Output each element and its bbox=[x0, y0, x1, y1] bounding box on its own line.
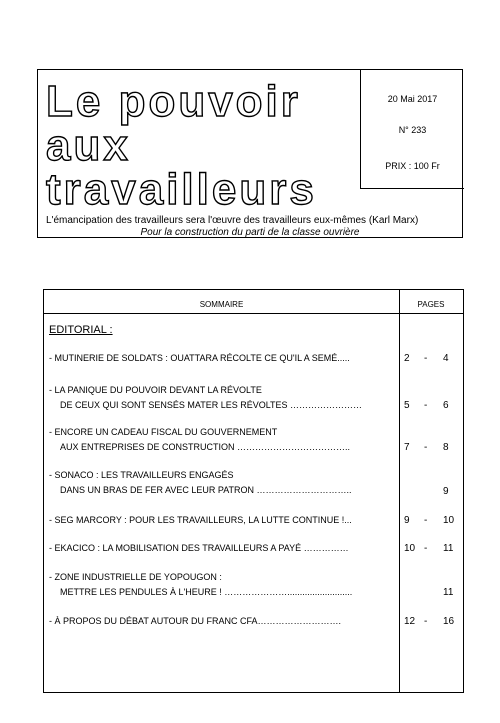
page-dash: - bbox=[424, 442, 428, 453]
title-line: aux bbox=[46, 121, 131, 170]
page-dash: - bbox=[424, 353, 428, 364]
page-start: 12 bbox=[404, 616, 416, 627]
entry-text: - LA PANIQUE DU POUVOIR DEVANT LA RÉVOLTE bbox=[49, 385, 262, 395]
issue-info-box bbox=[360, 69, 464, 189]
toc-entry bbox=[49, 513, 395, 528]
sommaire-table bbox=[43, 289, 464, 693]
page-start: 10 bbox=[404, 543, 416, 554]
entry-text: DANS UN BRAS DE FER AVEC LEUR PATRON ………………………….. bbox=[60, 485, 352, 495]
entry-text: AUX ENTREPRISES DE CONSTRUCTION ……………………………….. bbox=[60, 442, 351, 452]
entry-text: - ENCORE UN CADEAU FISCAL DU GOUVERNEMENT bbox=[49, 427, 278, 437]
newspaper-title bbox=[46, 77, 317, 214]
page-end: 16 bbox=[443, 616, 455, 627]
page-end: 9 bbox=[443, 486, 449, 497]
toc-entry bbox=[49, 383, 395, 413]
toc-entry bbox=[49, 351, 395, 366]
page-dash: - bbox=[424, 400, 428, 411]
column-divider bbox=[399, 290, 400, 692]
entry-text: - EKACICO : LA MOBILISATION DES TRAVAILLEURS A PAYÉ …………… bbox=[49, 543, 349, 553]
page-end: 10 bbox=[443, 515, 455, 526]
title-line: Le pouvoir bbox=[46, 77, 301, 126]
toc-entry bbox=[49, 425, 395, 455]
toc-entry bbox=[49, 541, 395, 556]
tagline: L'émancipation des travailleurs sera l'œuvre des travailleurs eux-mêmes (Karl Marx) bbox=[46, 215, 419, 226]
editorial-label: EDITORIAL : bbox=[49, 324, 113, 336]
entry-text: - À PROPOS DU DÉBAT AUTOUR DU FRANC CFA………………………. bbox=[49, 616, 342, 626]
page-dash: - bbox=[424, 543, 428, 554]
issue-number: N° 233 bbox=[398, 125, 427, 135]
page-start: 5 bbox=[404, 400, 410, 411]
toc-entry bbox=[49, 570, 395, 600]
sommaire-header: SOMMAIRE bbox=[199, 300, 244, 309]
page-end: 4 bbox=[443, 353, 449, 364]
page-start: 2 bbox=[404, 353, 410, 364]
entry-text: - SEG MARCORY : POUR LES TRAVAILLEURS, LA LUTTE CONTINUE !... bbox=[49, 515, 352, 525]
toc-entry bbox=[49, 614, 395, 629]
page-end: 11 bbox=[443, 587, 454, 598]
entry-text: - ZONE INDUSTRIELLE DE YOPOUGON : bbox=[49, 572, 222, 582]
page-start: 7 bbox=[404, 442, 410, 453]
entry-text: DE CEUX QUI SONT SENSÉS MATER LES RÉVOLTES …………………… bbox=[60, 400, 363, 410]
header-divider bbox=[44, 313, 463, 314]
issue-date: 20 Mai 2017 bbox=[387, 94, 438, 104]
page-end: 6 bbox=[443, 400, 449, 411]
issue-price: PRIX : 100 Fr bbox=[385, 161, 440, 171]
page-dash: - bbox=[424, 515, 428, 526]
subline: Pour la construction du parti de la classe ouvrière bbox=[140, 227, 360, 238]
page-end: 8 bbox=[443, 442, 449, 453]
page-dash: - bbox=[424, 616, 428, 627]
page-start: 9 bbox=[404, 515, 410, 526]
entry-text: METTRE LES PENDULES À L'HEURE ! ………………….......................... bbox=[60, 587, 353, 597]
pages-header: PAGES bbox=[417, 300, 445, 309]
entry-text: - SONACO : LES TRAVAILLEURS ENGAGÉS bbox=[49, 470, 234, 480]
masthead bbox=[37, 69, 463, 238]
page-end: 11 bbox=[443, 543, 454, 554]
toc-entry bbox=[49, 468, 395, 498]
entry-text: - MUTINERIE DE SOLDATS : OUATTARA RÉCOLTE CE QU'IL A SEMÉ..... bbox=[49, 353, 350, 363]
title-line: travailleurs bbox=[46, 165, 317, 214]
